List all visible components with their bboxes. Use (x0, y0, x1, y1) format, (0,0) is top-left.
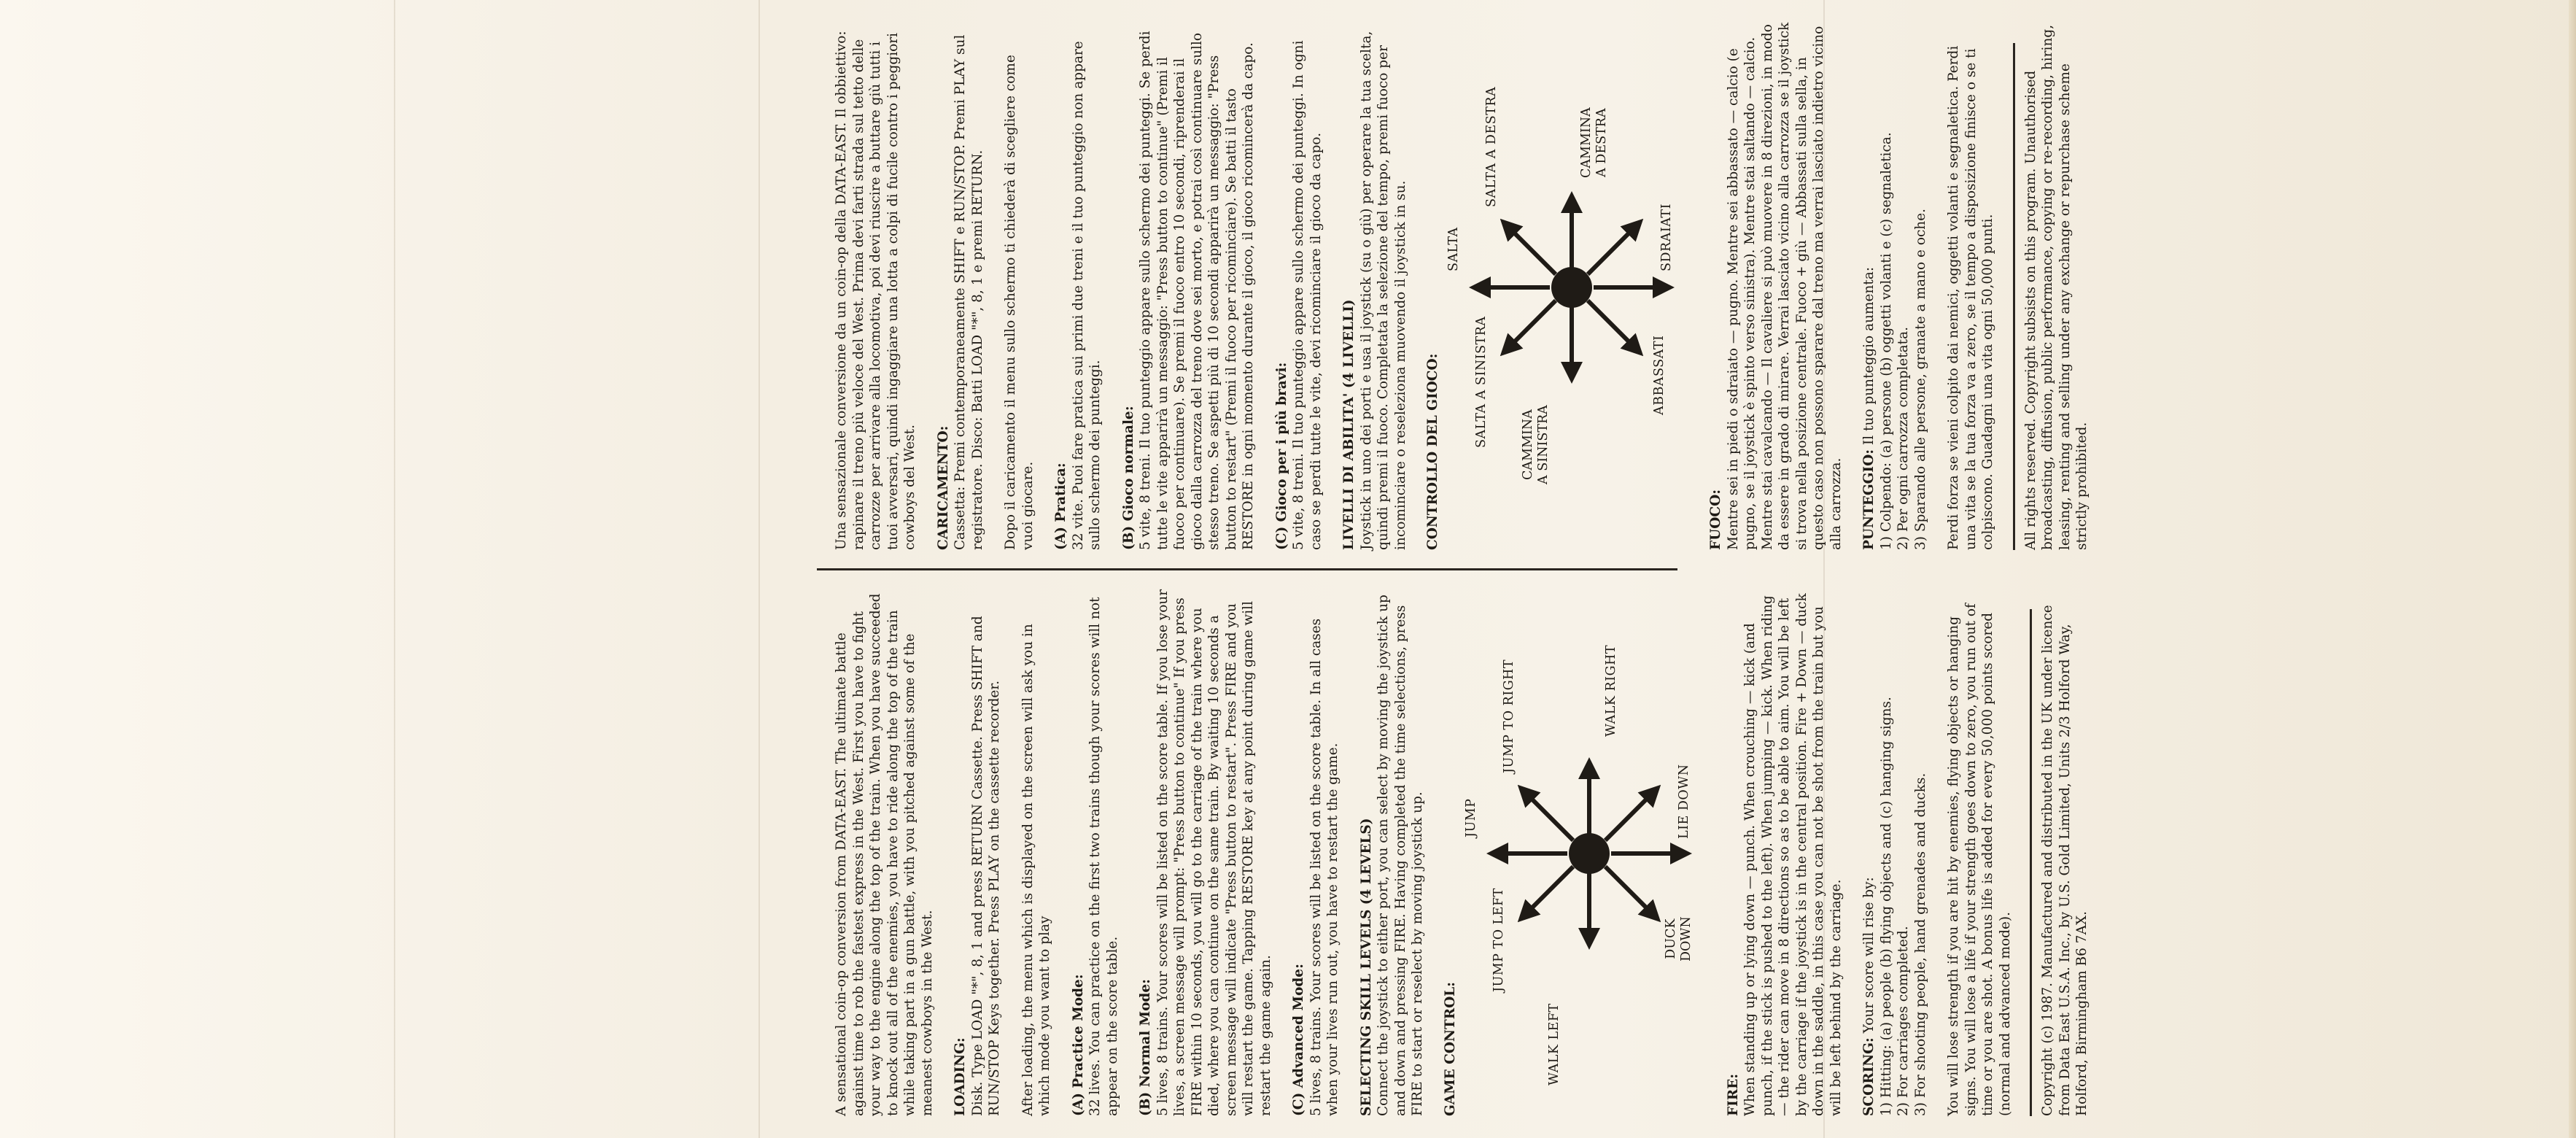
fire-text-it: Mentre sei in piedi o sdraiato — pugno. Mentre sei abbassato — calcio (e pugno, se il joystick è spinto verso sinistra). Mentre stai saltando — calcio. Mentre stai cavalcando — Il cavaliere si può muovere in 8 direzioni, in modo da essere in grado di mirare. Verrai lasciato vicino alla carrozza se il joystick si trova nella posizione centrale. Fuoco + giù — Abbassati sulla sella, in questo caso non possono sparare dal treno ma verrai lasciato indietro vicino alla carrozza. (1725, 22, 1844, 550)
dir-up-left-label: JUMP TO LEFT (1491, 888, 1506, 992)
lose-text-it: Perdi forza se vieni colpito dai nemici, oggetti volanti e segnaletica. Perdi una vita se la tua forza va a zero, se il tempo a disposizione finisce o se ti colpiscono. Guadagni una vita ogni 50,000 punti. (1946, 45, 1995, 550)
dir-down-left-line2: DOWN (1678, 916, 1694, 961)
joystick-arrows-it (1440, 25, 1703, 550)
fire-section (1725, 588, 1845, 1116)
scoring-item: 1) Hitting: (a) people (b) flying objects and (c) hanging signs. (1878, 697, 1894, 1116)
section-rule-it (2013, 43, 2015, 550)
scoring-heading-it: PUNTEGGIO: (1861, 449, 1877, 550)
practice-text-it: 32 vite. Puoi fare pratica sui primi due treni e il tuo punteggio non appare sullo schermo dei punteggi. (1070, 41, 1103, 550)
joystick-diagram-it (1440, 25, 1703, 550)
dir-right-line1-it: CAMMINA (1579, 107, 1594, 178)
arrow-down-left (1605, 867, 1658, 919)
fold-line (759, 0, 760, 1138)
loading-heading: LOADING: (953, 1037, 968, 1116)
intro-text-it: Una sensazionale conversione da un coin-op della DATA-EAST. Il obbiettivo: rapinare il treno più veloce del West. Prima devi farti strada sul tetto delle carrozze per arrivare alla locomotiva, poi devi riuscire a buttare giù tutti i tuoi avversari, quindi ingaggiare una lotta a colpi di fucile contro i peggiori cowboys del West. (834, 31, 917, 550)
arrow-up-left (1503, 301, 1556, 353)
fire-text: When standing up or lying down — punch. When crouching — kick (and punch, if the stick is pushed to the left). When jumping — kick. When riding — the rider can move in 8 directions so as to be able to aim. You will be left by the carriage if the joystick is in the central position. Fire + Down — duck down in the saddle, in this case you can not be shot from the train but you will be left behind by the carriage. (1742, 593, 1844, 1116)
normal-heading: (B) Normal Mode: (1138, 979, 1153, 1116)
dir-down-label: LIE DOWN (1676, 764, 1691, 839)
dir-up-left-label-it: SALTA A SINISTRA (1474, 316, 1489, 448)
dir-down-left-label (1664, 916, 1694, 961)
skill-heading: SELECTING SKILL LEVELS (4 LEVELS) (1358, 818, 1374, 1116)
advanced-text: 5 lives, 8 trains. Your scores will be listed on the score table. In all cases when your lives run out, you have to restart the game. (1308, 618, 1341, 1116)
dir-right-label-it (1579, 107, 1610, 178)
advanced-heading: (C) Advanced Mode: (1291, 964, 1306, 1116)
game-control-heading-it: CONTROLLO DEL GIOCO: (1425, 353, 1440, 550)
normal-section (1137, 588, 1274, 1116)
arrow-up-right (1521, 788, 1573, 840)
advanced-section-it (1273, 22, 1325, 550)
after-loading-text: After loading, the menu which is displayed on the screen will ask you in which mode you want to play (1020, 624, 1052, 1116)
joystick-diagram (1458, 591, 1720, 1116)
normal-text: 5 lives, 8 trains. Your scores will be listed on the score table. If you lose your lives, a screen message will prompt: "Press button to continue" If you press FIRE within 10 seconds, you will go to the carriage of the train where you died, where you can continue on the same train. By waiting 10 seconds a screen message will indicate "Press button to restart". Press FIRE and you will restart the game. Tapping RESTORE key at any point during game will restart the game again. (1155, 589, 1273, 1116)
advanced-text-it: 5 vite, 8 treni. Il tuo punteggio appare sullo schermo dei punteggi. In ogni caso se perdi tutte le vite, devi ricominciare il gioco da capo. (1291, 40, 1324, 550)
practice-text: 32 lives. You can practice on the first two trains though your scores will not appear on the score table. (1087, 597, 1120, 1116)
game-control-heading: GAME CONTROL: (1442, 981, 1458, 1116)
after-loading-text-it: Dopo il caricamento il menu sullo schermo ti chiederà di scegliere come vuoi giocare. (1003, 55, 1036, 550)
scoring-heading: SCORING: (1861, 1037, 1877, 1116)
scoring-intro: Your score will rise by: (1861, 877, 1877, 1034)
italian-column (802, 0, 2576, 569)
arrow-down-right (1605, 788, 1658, 840)
dir-left-label: WALK LEFT (1546, 1003, 1561, 1085)
practice-section (1070, 588, 1122, 1116)
scoring-item-it: 1) Colpendo: (a) persone (b) oggetti volanti e (c) segnaletica. (1878, 132, 1894, 550)
scoring-item-it: 3) Sparando alle persone, granate a mano e oche. (1912, 208, 1928, 550)
dir-left-line1-it: CAMMINA (1521, 409, 1535, 480)
english-column (802, 569, 2576, 1138)
scoring-intro-it: Il tuo punteggio aumenta: (1861, 266, 1877, 446)
joystick-arrows (1458, 591, 1720, 1116)
skill-section-it (1341, 22, 1409, 550)
intro-text: A sensational coin-op conversion from DATA-EAST. The ultimate battle against time to rob the fastest express in the West. First you have to fight your way to the engine along the top of the train. When you have succeeded to knock out all of the enemies, you have to ride along the top of the train while taking part in a gun battle, with you pitched against some of the meanest cowboys in the West. (834, 593, 935, 1116)
skill-text-it: Joystick in uno dei porti e usa il joystick (su o giù) per operare la tua scelta, quindi premi il fuoco. Completata la selezione del tempo, premi fuoco per incominciare o reseleziona muovendo il joystick in su. (1358, 31, 1408, 550)
dir-up-right-label: JUMP TO RIGHT (1501, 659, 1516, 773)
rights-text: All rights reserved. Copyright subsists on this program. Unauthorised broadcasting, diffusion, public performance, copying or re-recording, hiring, leasing, renting and selling under any exchange or repurchase scheme strictly prohibited. (2022, 24, 2090, 550)
dir-right-label: WALK RIGHT (1603, 644, 1618, 737)
fire-heading-it: FUOCO: (1708, 489, 1723, 550)
dir-up-right-label-it: SALTA A DESTRA (1484, 86, 1499, 207)
normal-text-it: 5 vite, 8 treni. Il tuo punteggio appare sullo schermo dei punteggi. Se perdi tutte le vite apparirà un messaggio: "Press button to continue" (Premi il fuoco per continuare). Se premi il fuoco entro 10 secondi, riprenderai il gioco dalla carrozza del treno dove sei morto, e potrai così continuare sullo stesso treno. Se aspetti più di 10 secondi apparirà un messaggio: "Press button to restart" (Premi il fuoco per ricominciare). Se batti il tasto RESTORE in ogni momento durante il gioco, il gioco ricomincerà da capo. (1138, 31, 1256, 550)
scoring-section-it (1861, 22, 1929, 550)
advanced-heading-it: (C) Gioco per i più bravi: (1273, 362, 1289, 550)
scoring-item: 2) For carriages completed. (1896, 926, 1911, 1116)
skill-section (1358, 588, 1427, 1116)
advanced-section (1290, 588, 1342, 1116)
fire-heading: FIRE: (1725, 1073, 1741, 1116)
arrow-down-left (1588, 301, 1640, 353)
lose-text: You will lose strength if you are hit by enemies, flying objects or hanging signs. You will lose a life if your strength goes down to zero, you run out of time or you are shot. A bonus life is added for every 50,000 points scored (normal and advanced mode). (1946, 603, 2013, 1116)
dir-left-label-it (1521, 405, 1551, 484)
skill-text: Connect the joystick to either port, you can select by moving the joystick up and down and pressing FIRE. Having completed the time selections, press FIRE to start or reselect by moving joystick up. (1376, 595, 1425, 1116)
practice-heading: (A) Practice Mode: (1070, 974, 1086, 1116)
loading-section-it (935, 22, 987, 550)
loading-section (952, 588, 1004, 1116)
scoring-item-it: 2) Per ogni carrozza completata. (1896, 326, 1911, 550)
skill-heading-it: LIVELLI DI ABILITA' (4 LIVELLI) (1341, 299, 1357, 550)
dir-up-label-it: SALTA (1446, 227, 1461, 271)
arrow-down-right (1588, 222, 1640, 274)
scoring-section (1861, 588, 1929, 1116)
arrow-up-right (1503, 222, 1556, 274)
normal-heading-it: (B) Gioco normale: (1120, 406, 1136, 550)
loading-heading-it: CARICAMENTO: (935, 425, 951, 550)
instruction-panel (802, 0, 2576, 1138)
copyright-text: Copyright (c) 1987. Manufactured and distributed in the UK under licence from Data East U.S.A. Inc., by U.S. Gold Limited, Units 2/3 Holford Way, Holford, Birmingham B6 7AX. (2040, 605, 2090, 1116)
scoring-item: 3) For shooting people, hand grenades and ducks. (1912, 773, 1928, 1116)
fold-line (394, 0, 395, 1138)
dir-right-line2-it: A DESTRA (1594, 108, 1609, 177)
dir-up-label: JUMP (1463, 798, 1478, 837)
dir-down-left-line1: DUCK (1663, 918, 1678, 959)
section-rule (2030, 609, 2032, 1116)
loading-text: Disk. Type LOAD "*", 8, 1 and press RETURN Cassette. Press SHIFT and RUN/STOP Keys together. Press PLAY on the cassette recorder. (969, 616, 1002, 1116)
joystick-center (1569, 833, 1610, 874)
fire-section-it (1707, 22, 1844, 550)
normal-section-it (1120, 22, 1257, 550)
arrow-up-left (1521, 867, 1573, 919)
dir-down-label-it: SDRAIATI (1659, 203, 1674, 271)
joystick-center (1551, 267, 1592, 308)
dir-left-line2-it: A SINISTRA (1536, 405, 1551, 484)
practice-section-it (1052, 22, 1104, 550)
loading-text-it: Cassetta: Premi contemporaneamente SHIFT e RUN/STOP. Premi PLAY sul registratore. Disco: Batti LOAD "*", 8, 1 e premi RETURN. (953, 34, 985, 550)
practice-heading-it: (A) Pratica: (1053, 462, 1068, 550)
dir-down-left-label-it: ABBASSATI (1652, 335, 1667, 415)
